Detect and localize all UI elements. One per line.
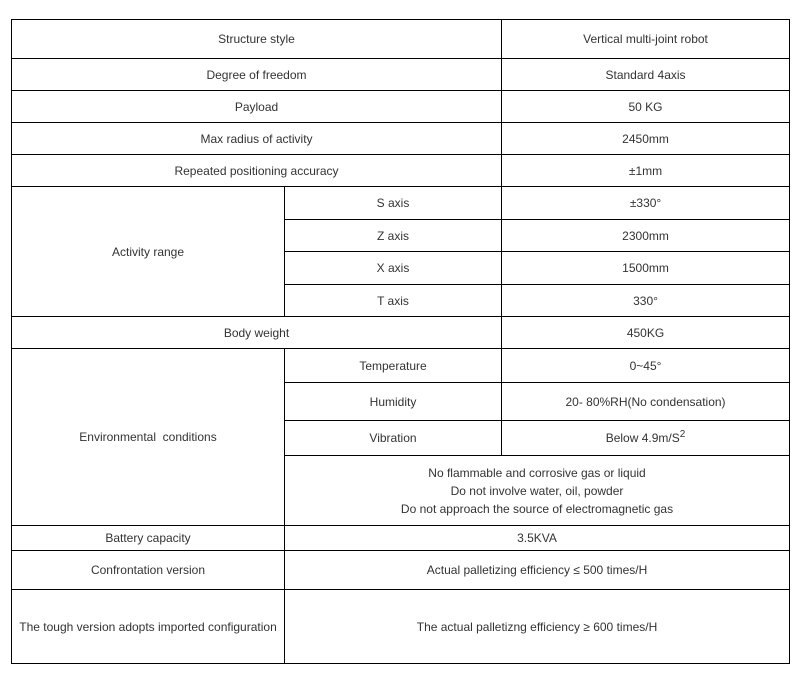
tough-version-label: The tough version adopts imported configuration: [12, 590, 285, 664]
body-weight-value: 450KG: [502, 317, 790, 349]
positioning-accuracy-value: ±1mm: [502, 155, 790, 187]
table-row: [12, 20, 790, 59]
battery-capacity-value: 3.5KVA: [285, 526, 790, 551]
t-axis-label: T axis: [285, 285, 502, 317]
humidity-value: 20- 80%RH(No condensation): [502, 383, 790, 421]
confrontation-version-label: Confrontation version: [12, 551, 285, 590]
table-row: [12, 590, 790, 664]
table-row: [12, 155, 790, 187]
environmental-notes: [285, 456, 790, 526]
s-axis-value: ±330°: [502, 187, 790, 220]
vibration-value: [502, 421, 790, 456]
structure-style-value: Vertical multi-joint robot: [502, 20, 790, 59]
table-row: [12, 123, 790, 155]
t-axis-value: 330°: [502, 285, 790, 317]
x-axis-value: 1500mm: [502, 252, 790, 285]
s-axis-label: S axis: [285, 187, 502, 220]
activity-range-label: Activity range: [12, 187, 285, 317]
environmental-note: Do not approach the source of electromagnetic gas: [400, 501, 674, 516]
x-axis-label: X axis: [285, 252, 502, 285]
environmental-note: No flammable and corrosive gas or liquid: [428, 465, 646, 480]
vibration-value-superscript: 2: [679, 429, 686, 440]
humidity-label: Humidity: [285, 383, 502, 421]
table-row: [12, 349, 790, 383]
environmental-note: Do not involve water, oil, powder: [450, 483, 624, 498]
temperature-label: Temperature: [285, 349, 502, 383]
z-axis-label: Z axis: [285, 220, 502, 252]
temperature-value: 0~45°: [502, 349, 790, 383]
table-row: [12, 551, 790, 590]
tough-version-value: The actual palletizng efficiency ≥ 600 times/H: [285, 590, 790, 664]
vibration-label: Vibration: [285, 421, 502, 456]
robot-spec-table: [11, 19, 790, 664]
table-row: [12, 526, 790, 551]
table-row: [12, 91, 790, 123]
environmental-conditions-label: Environmental conditions: [12, 349, 285, 526]
payload-label: Payload: [12, 91, 502, 123]
confrontation-version-value: Actual palletizing efficiency ≤ 500 times/H: [285, 551, 790, 590]
table-row: [12, 187, 790, 220]
body-weight-label: Body weight: [12, 317, 502, 349]
table-row: [12, 317, 790, 349]
table-row: [12, 59, 790, 91]
structure-style-label: Structure style: [12, 20, 502, 59]
degree-of-freedom-value: Standard 4axis: [502, 59, 790, 91]
degree-of-freedom-label: Degree of freedom: [12, 59, 502, 91]
z-axis-value: 2300mm: [502, 220, 790, 252]
battery-capacity-label: Battery capacity: [12, 526, 285, 551]
max-radius-value: 2450mm: [502, 123, 790, 155]
payload-value: 50 KG: [502, 91, 790, 123]
positioning-accuracy-label: Repeated positioning accuracy: [12, 155, 502, 187]
max-radius-label: Max radius of activity: [12, 123, 502, 155]
vibration-value-text: Below 4.9m/S: [605, 431, 680, 445]
